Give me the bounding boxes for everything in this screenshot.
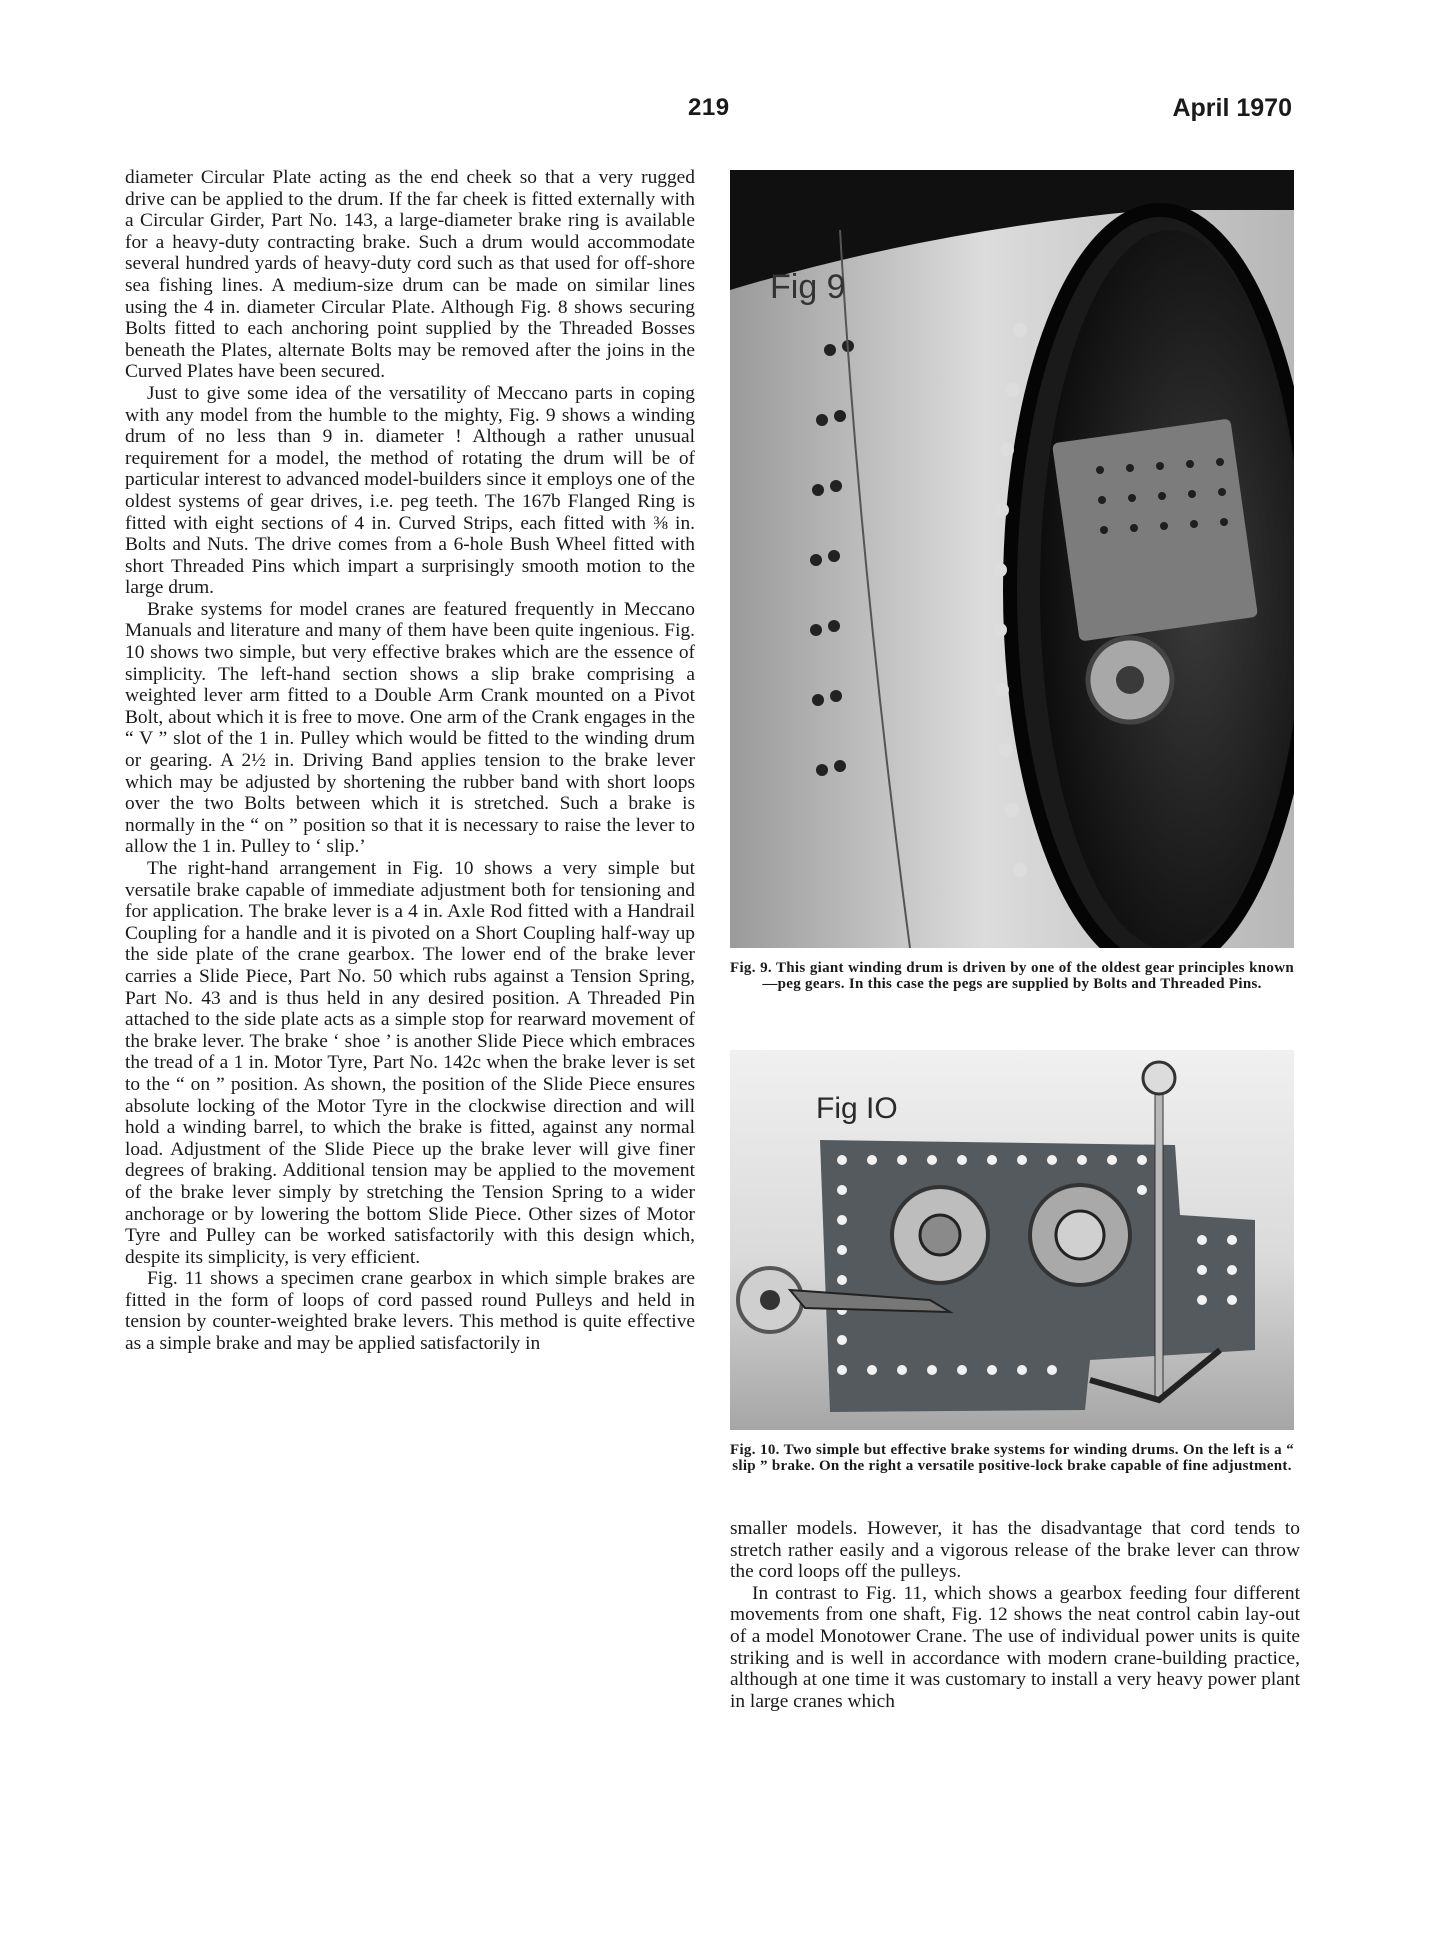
paragraph: Fig. 11 shows a specimen crane gearbox in which simple brakes are fitted in the form of loops of cord passed round Pulleys and held in tension by counter-weighted brake levers. This method is quite effective as a simple brake and may be applied satisfactorily in — [125, 1268, 695, 1355]
issue-date: April 1970 — [1172, 94, 1292, 122]
paragraph: The right-hand arrangement in Fig. 10 shows a very simple but versatile brake capable of immediate adjustment both for tensioning and for application. The brake lever is a 4 in. Axle Rod fitted with a Handrail Coupling for a handle and it is pivoted on a Short Coupling half-way up the side plate of the crane gearbox. The lower end of the brake lever carries a Slide Piece, Part No. 50 which rubs against a Tension Spring, Part No. 43 and is thus held in any desired position. A Threaded Pin attached to the side plate acts as a simple stop for rearward movement of the brake lever. The brake ‘ shoe ’ is another Slide Piece which embraces the tread of a 1 in. Motor Tyre, Part No. 142c when the brake lever is set to the “ on ” position. As shown, the position of the Slide Piece ensures absolute locking of the Motor Tyre in the clockwise direction and will hold a winding barrel, to which the brake is fitted, against any normal load. Adjustment of the Slide Piece up the brake lever will give finer degrees of braking. Additional tension may be applied to the movement of the brake lever simply by stretching the Tension Spring to a wider anchorage or by lowering the bottom Slide Piece. Other sizes of Motor Tyre and Pulley can be worked satisfactorily with this design which, despite its simplicity, is very efficient. — [125, 858, 695, 1268]
fig10-caption: Fig. 10. Two simple but effective brake systems for winding drums. On the left is a “ slip ” brake. On the right a versatile positive-lock brake capable of fine adjustment. — [730, 1442, 1294, 1474]
page-header — [0, 94, 1434, 124]
right-column-text — [730, 1518, 1300, 1712]
paragraph: Brake systems for model cranes are featured frequently in Meccano Manuals and literature and many of them have been quite ingenious. Fig. 10 shows two simple, but very effective brakes which are the essence of simplicity. The left-hand section shows a slip brake comprising a weighted lever arm fitted to a Double Arm Crank mounted on a Pivot Bolt, about which it is free to move. One arm of the Crank engages in the “ V ” slot of the 1 in. Pulley which would be fitted to the winding drum or gearing. A 2½ in. Driving Band applies tension to the brake lever which may be adjusted by shortening the rubber band with short loops over the two Bolts between which it is stretched. Such a brake is normally in the “ on ” position so that it is necessary to raise the lever to allow the 1 in. Pulley to ‘ slip.’ — [125, 598, 695, 858]
figure-9 — [730, 170, 1294, 992]
brake-systems-photo — [730, 1050, 1294, 1430]
paragraph: smaller models. However, it has the disadvantage that cord tends to stretch rather easily and a vigorous release of the brake lever can throw the cord loops off the pulleys. — [730, 1518, 1300, 1583]
fig10-photo — [730, 1050, 1294, 1430]
fig9-caption: Fig. 9. This giant winding drum is driven by one of the oldest gear principles known—peg gears. In this case the pegs are supplied by Bolts and Threaded Pins. — [730, 960, 1294, 992]
paragraph: In contrast to Fig. 11, which shows a gearbox feeding four different movements from one shaft, Fig. 12 shows the neat control cabin lay-out of a model Monotower Crane. The use of individual power units is quite striking and is well in accordance with modern crane-building practice, although at one time it was customary to install a very heavy power plant in large cranes which — [730, 1582, 1300, 1712]
page-number: 219 — [688, 94, 730, 121]
fig10-label: Fig IO — [816, 1092, 898, 1125]
paragraph: Just to give some idea of the versatility of Meccano parts in coping with any model from the humble to the mighty, Fig. 9 shows a winding drum of no less than 9 in. diameter ! Although a rather unusual requirement for a model, the method of rotating the drum will be of particular interest to advanced model-builders since it employs one of the oldest systems of gear drives, i.e. peg teeth. The 167b Flanged Ring is fitted with eight sections of 4 in. Curved Strips, each fitted with ⅜ in. Bolts and Nuts. The drive comes from a 6-hole Bush Wheel fitted with short Threaded Pins which impart a surprisingly smooth motion to the large drum. — [125, 382, 695, 599]
fig9-label: Fig 9 — [770, 268, 846, 306]
fig9-photo — [730, 170, 1294, 948]
paragraph: diameter Circular Plate acting as the end cheek so that a very rugged drive can be applied to the drum. If the far cheek is fitted externally with a Circular Girder, Part No. 143, a large-diameter brake ring is available for a heavy-duty contracting brake. Such a drum would accommodate several hundred yards of heavy-duty cord such as that used for off-shore sea fishing lines. A medium-size drum can be made on similar lines using the 4 in. diameter Circular Plate. Although Fig. 8 shows securing Bolts fitted to each anchoring point supplied by the Threaded Bosses beneath the Plates, alternate Bolts may be removed after the joins in the Curved Plates have been secured. — [125, 167, 695, 383]
left-column — [125, 167, 695, 1355]
figure-10 — [730, 1050, 1294, 1474]
